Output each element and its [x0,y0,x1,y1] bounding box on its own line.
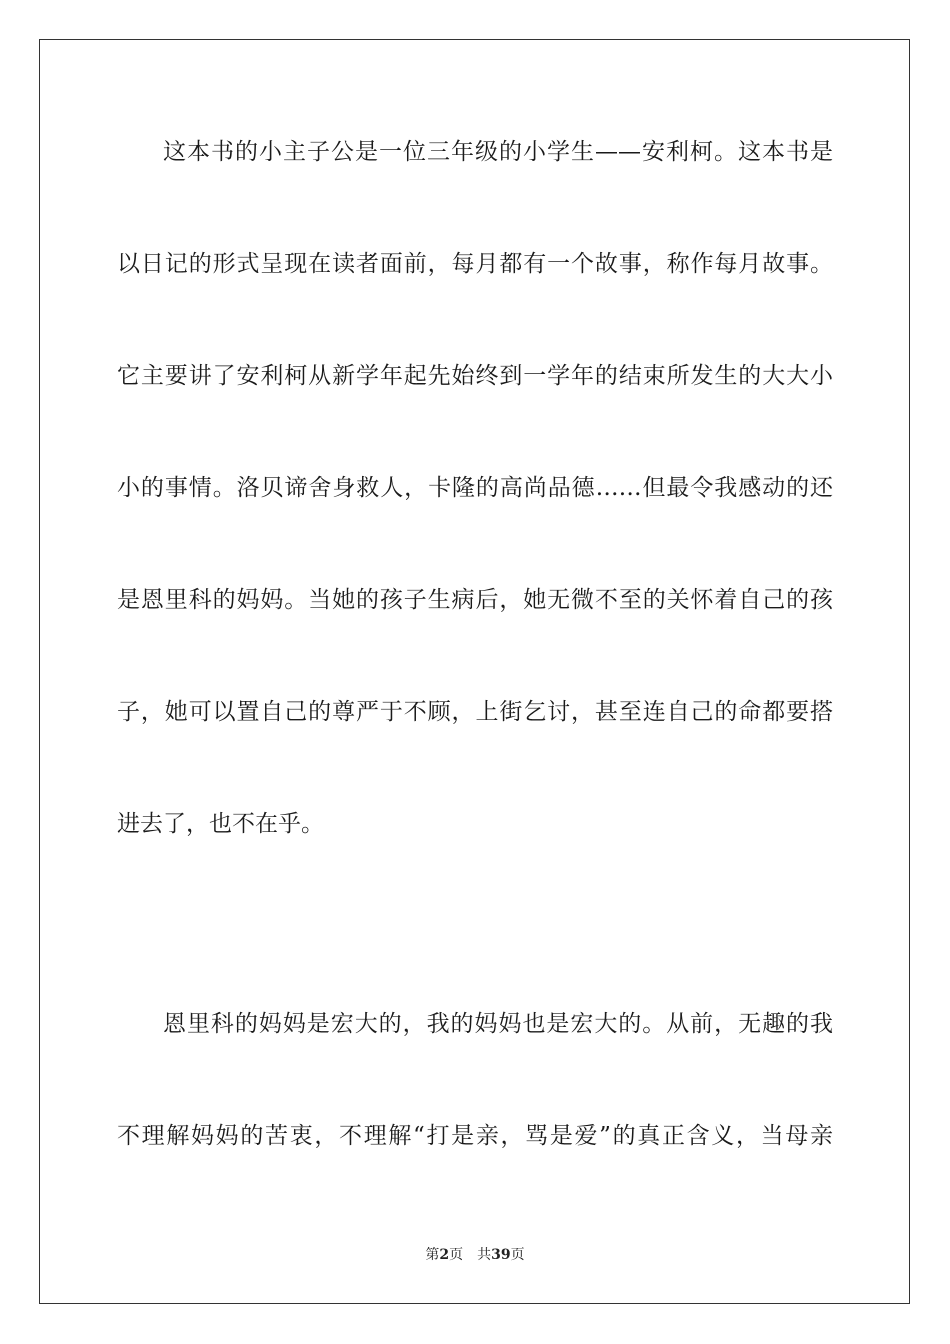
paragraph-1-line-6: 子，她可以置自己的尊严于不顾，上街乞讨，甚至连自己的命都要搭 [117,699,833,725]
paragraph-2-line-1: 恩里科的妈妈是宏大的，我的妈妈也是宏大的。从前，无趣的我 [163,1011,833,1037]
footer-total-prefix: 共 [477,1247,492,1263]
paragraph-1-line-3: 它主要讲了安利柯从新学年起先始终到一学年的结束所发生的大大小 [117,363,833,389]
paragraph-1-line-1: 这本书的小主子公是一位三年级的小学生——安利柯。这本书是 [163,139,833,165]
footer-page-prefix: 第 [425,1247,440,1263]
page-border [39,39,910,1304]
footer-page-unit: 页 [449,1247,464,1263]
footer-total-unit: 页 [510,1247,525,1263]
footer-total-number: 39 [491,1247,511,1263]
paragraph-1-line-2: 以日记的形式呈现在读者面前，每月都有一个故事，称作每月故事。 [117,251,833,277]
footer-page-number: 2 [439,1247,450,1263]
paragraph-1-line-7: 进去了，也不在乎。 [117,811,324,837]
paragraph-1-line-5: 是恩里科的妈妈。当她的孩子生病后，她无微不至的关怀着自己的孩 [117,587,833,613]
paragraph-1-line-4: 小的事情。洛贝谛舍身救人，卡隆的高尚品德……但最令我感动的还 [117,475,833,501]
page-footer [0,1245,950,1265]
paragraph-2-line-2: 不理解妈妈的苦衷，不理解“打是亲，骂是爱”的真正含义，当母亲 [117,1123,833,1149]
